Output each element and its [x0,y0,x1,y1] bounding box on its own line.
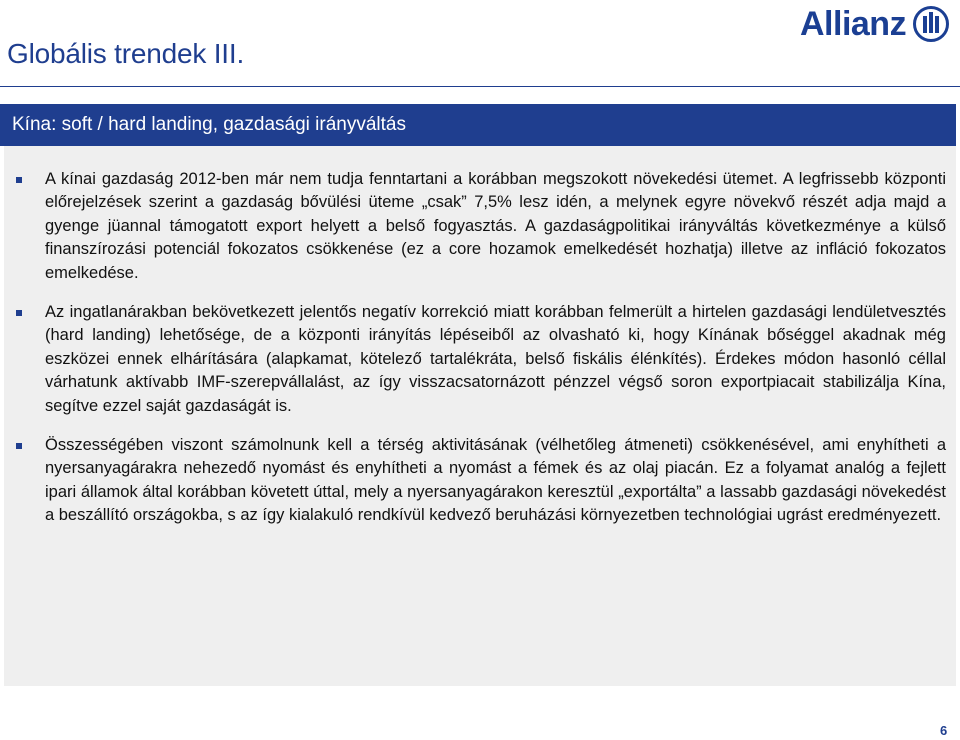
bullet-item [16,434,946,528]
bullet-item [16,168,946,285]
title-divider [0,86,960,87]
bullet-text: A kínai gazdaság 2012-ben már nem tudja fenntartani a korábban megszokott növekedési ütemet. A legfrissebb központi előrejelzések szerint a gazdaság bővülési üteme „csak” 7,5% lesz idén, a melynek egyre növekvő részét adja majd a gyenge jüannal támogatott export helyett a belső fogyasztás. A gazdaságpolitikai irányváltás következménye a külső finanszírozási potenciál fokozatos csökkenése (ez a core hozamok emelkedését hozhatja) illetve az infláció fokozatos emelkedése. [45,170,946,282]
square-bullet-icon [16,310,22,316]
square-bullet-icon [16,177,22,183]
allianz-logo [800,2,960,46]
bullet-item [16,301,946,418]
square-bullet-icon [16,443,22,449]
bullet-list [16,168,946,528]
subtitle-text: Kína: soft / hard landing, gazdasági irányváltás [12,114,406,135]
content-panel [4,146,956,686]
bullet-text: Összességében viszont számolnunk kell a térség aktivitásának (vélhetőleg átmeneti) csökkenésével, ami enyhítheti a nyersanyagárakra nehezedő nyomást és enyhítheti a nyomást a fémek és az olaj piacán. Ez a folyamat analóg a fejlett ipari államok által korábban követett úttal, mely a nyersanyagárakon keresztül „exportálta” a lassabb gazdasági növekedést a beszállító országokba, s az így kialakuló rendkívül kedvező beruházási környezetben technológiai ugrást eredményezett. [45,436,946,525]
page-number: 6 [940,723,948,738]
slide-title: Globális trendek III. [7,38,245,69]
logo-text: Allianz [800,5,907,43]
subtitle-bar [0,104,956,146]
bullet-text: Az ingatlanárakban bekövetkezett jelentős negatív korrekció miatt korábban felmerült a hirtelen gazdasági lendületvesztés (hard landing) lehetősége, de a központi irányítás lépéseiből az olvasható ki, hogy Kínának bőséggel akadnak még eszközei ennek elhárítására (alapkamat, kötelező tartalékráta, belső fiskális élénkítés). Érdekes módon hasonló céllal várhatunk aktívabb IMF-szerepvállalást, az így visszacsatornázott pénzzel végső soron exportpiacait stabilizálja Kína, segítve ezzel saját gazdaságát is. [45,303,946,415]
allianz-eagle-icon [912,5,950,43]
